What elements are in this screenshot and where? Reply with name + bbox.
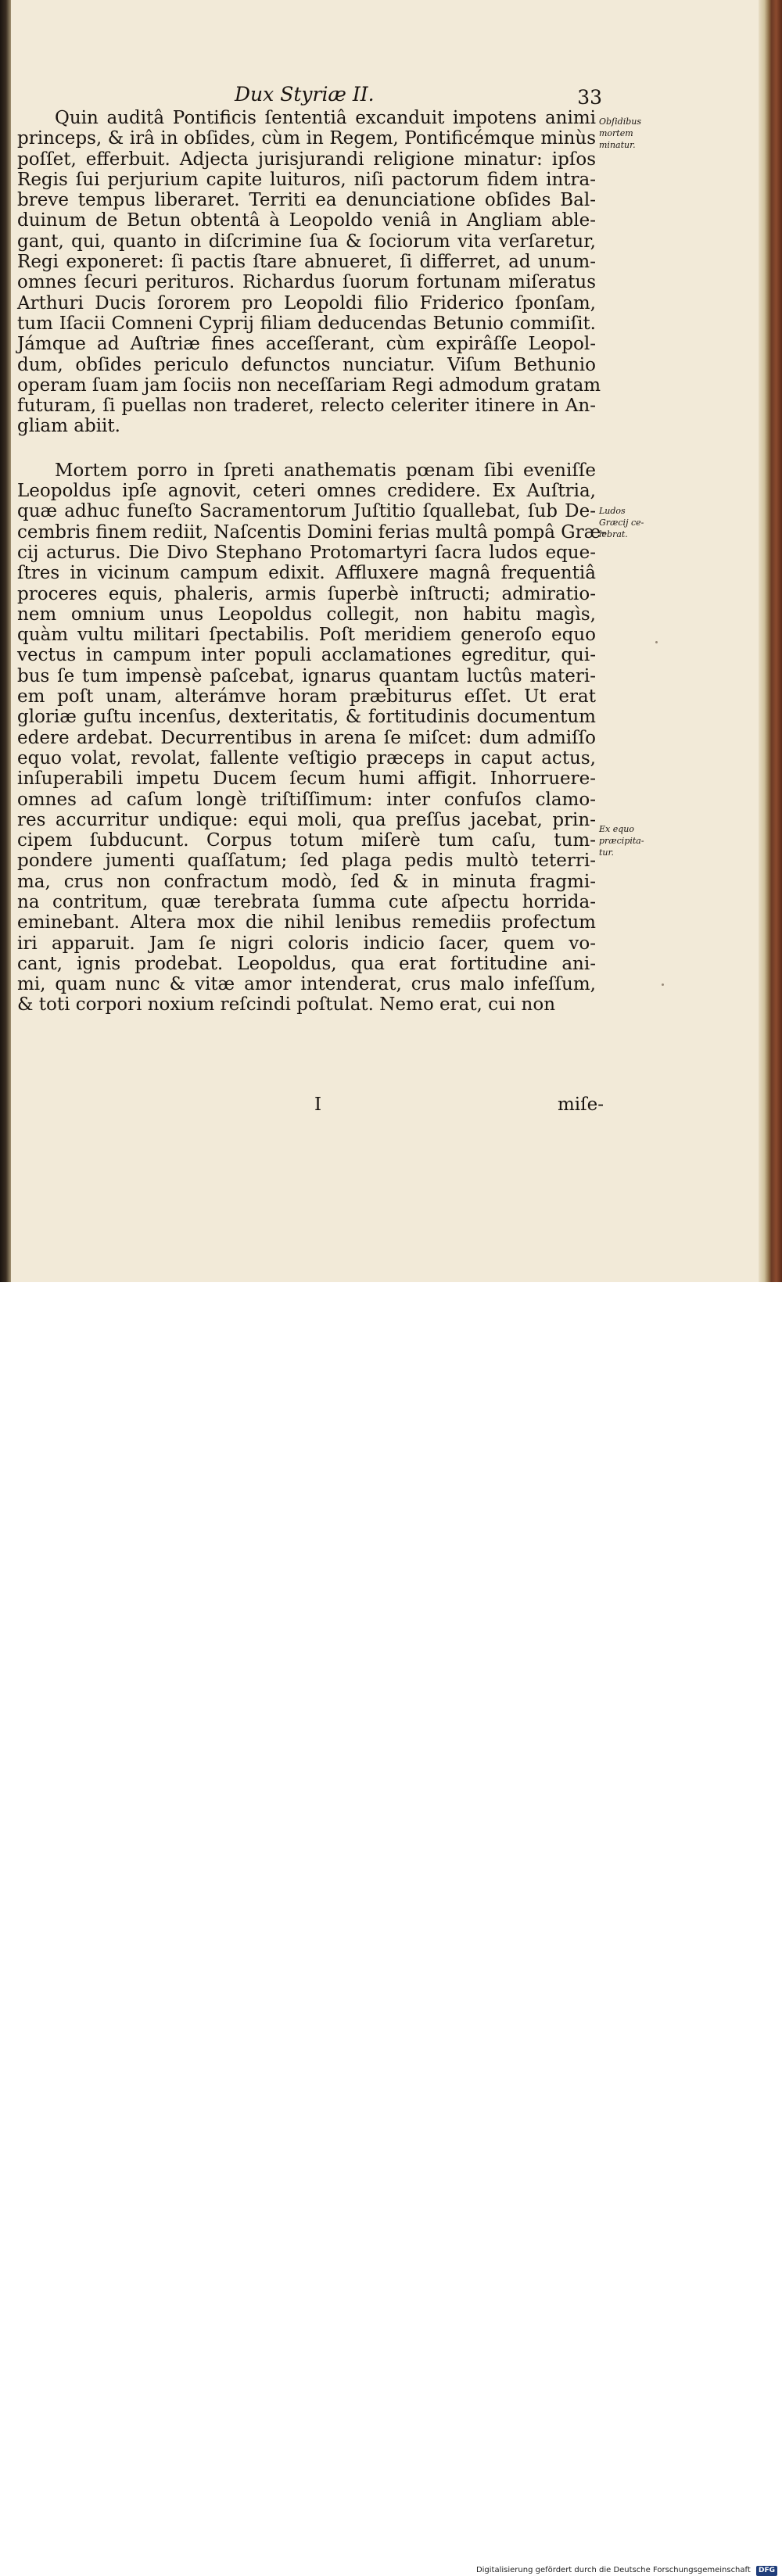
text-line: futuram, ſi puellas non traderet, relecto celeriter itinere in An- — [17, 396, 596, 417]
text-line: iri apparuit. Jam ſe nigri coloris indicio ſacer, quem vo- — [17, 933, 596, 954]
text-line: gloriæ guſtu incenſus, dexteritatis, & fortitudinis documentum — [17, 707, 596, 728]
digitization-credit — [476, 2565, 777, 2575]
text-line: & toti corpori noxium reſcindi poſtulat. Nemo erat, cui non — [17, 994, 556, 1016]
signature-mark: I — [314, 1095, 322, 1115]
text-line: Quin auditâ Pontificis ſententiâ excanduit impotens animi — [55, 108, 596, 128]
text-line: duinum de Betun obtentâ à Leopoldo veniâ in Angliam able- — [17, 210, 596, 231]
margin-note-line: Ludos — [599, 506, 626, 516]
text-line: quàm vultu militari ſpectabilis. Poſt meridiem generoſo equo — [17, 625, 596, 646]
paragraph-1 — [17, 108, 601, 437]
text-line: breve tempus liberaret. Territi ea denunciatione obſides Bal- — [17, 190, 596, 211]
text-line: quæ adhuc funeſto Sacramentorum Juſtitio ſquallebat, ſub De- — [17, 501, 596, 522]
text-line: pondere jumenti quaſſatum; ſed plaga pedis multò teterri- — [17, 851, 596, 872]
text-line: Regi exponeret: ſi pactis ſtare abnueret, ſi differret, ad unum- — [17, 252, 596, 273]
margin-note-line: Græcij ce- — [599, 518, 644, 528]
paragraph-gap — [17, 437, 596, 460]
text-line: gant, qui, quanto in diſcrimine ſua & ſociorum vita verſaretur, — [17, 231, 596, 252]
text-line: Mortem porro in ſpreti anathematis pœnam ſibi eveniſſe — [55, 460, 596, 481]
text-line: eminebant. Altera mox die nihil lenibus remediis profectum — [17, 912, 596, 933]
text-line: Jámque ad Auſtriæ fines acceſſerant, cùm expirâſſe Leopol- — [17, 334, 596, 355]
text-line: bus ſe tum impensè paſcebat, ignarus quantam luctûs materi- — [17, 665, 596, 686]
margin-note-line: lebrat. — [599, 529, 628, 539]
margin-note-ludos — [599, 505, 644, 540]
text-line: equo volat, revolat, fallente veſtigio præceps in caput actus, — [17, 747, 596, 769]
scan-footer-bar — [0, 1282, 782, 2574]
text-line: res accurritur undique: equi moli, qua preſſus jacebat, prin- — [17, 809, 596, 830]
page-number: 33 — [577, 86, 602, 109]
text-line: Arthuri Ducis ſororem pro Leopoldi filio Friderico ſponſam, — [17, 292, 596, 313]
running-title: Dux Styriæ II. — [235, 83, 375, 106]
text-line: na contritum, quæ terebrata ſumma cute aſpectu horrida- — [17, 891, 596, 912]
margin-note-line: mortem — [599, 128, 633, 138]
text-line: inſuperabili impetu Ducem ſecum humi affigit. Inhorruere- — [17, 769, 596, 790]
text-line: cembris finem rediit, Naſcentis Domini ferias multâ pompâ Græ- — [17, 521, 608, 543]
text-line: proceres equis, phaleris, armis ſuperbè inſtructi; admiratio- — [17, 583, 596, 604]
margin-notes — [599, 0, 646, 1251]
text-line: gliam abiit. — [17, 416, 120, 437]
text-line: vectus in campum inter populi acclamationes egreditur, qui- — [17, 645, 596, 666]
margin-note-line: præcipita- — [599, 836, 644, 846]
body-text — [17, 108, 608, 1016]
margin-note-obsidibus — [599, 116, 641, 151]
running-header — [235, 83, 602, 111]
book-edge-binding — [759, 0, 782, 1282]
text-line: nem omnium unus Leopoldus collegit, non habitu magìs, — [17, 604, 596, 625]
text-line: operam ſuam jam ſociis non neceſſariam Regi admodum gratam — [17, 374, 601, 396]
book-spine-shadow — [0, 0, 11, 1282]
text-line: omnes ſecuri perituros. Richardus ſuorum fortunam miſeratus — [17, 272, 596, 293]
margin-note-ex-equo — [599, 823, 644, 858]
text-line: cij acturus. Die Divo Stephano Protomartyri ſacra ludos eque- — [17, 542, 596, 563]
text-line: ma, crus non confractum modò, ſed & in minuta fragmi- — [17, 871, 596, 892]
text-line: omnes ad caſum longè triſtiſſimum: inter confuſos clamo- — [17, 789, 596, 810]
page-foot — [17, 1095, 604, 1115]
credit-text: Digitalisierung gefördert durch die Deutsche Forschungsgemeinschaft — [475, 2566, 751, 2574]
text-line: em poſt unam, alterámve horam præbiturus eſſet. Ut erat — [17, 686, 596, 708]
text-line: edere ardebat. Decurrentibus in arena ſe miſcet: dum admiſſo — [17, 727, 596, 748]
margin-note-line: Obſidibus — [599, 116, 641, 127]
text-line: Regis ſui perjurium capite luituros, niſi pactorum fidem intra- — [17, 169, 596, 190]
text-line: cant, ignis prodebat. Leopoldus, qua erat fortitudine ani- — [17, 953, 596, 974]
margin-note-line: minatur. — [599, 140, 636, 150]
paper-speck — [662, 983, 664, 986]
text-line: dum, obſides periculo defunctos nunciatur. Viſum Bethunio — [17, 354, 596, 375]
text-line: Leopoldus ipſe agnovit, ceteri omnes credidere. Ex Auſtria, — [17, 481, 596, 502]
dfg-logo: DFG — [756, 2566, 777, 2576]
text-line: tum Iſacii Comneni Cyprij filiam deducendas Betunio commiſit. — [17, 313, 596, 334]
paragraph-2 — [17, 460, 608, 1016]
margin-note-line: tur. — [599, 847, 615, 858]
text-line: poſſet, efferbuit. Adjecta jurisjurandi religione minatur: ipſos — [17, 149, 596, 170]
text-line: princeps, & irâ in obſides, cùm in Regem, Pontificémque minùs — [17, 128, 596, 149]
margin-note-line: Ex equo — [599, 824, 634, 834]
text-line: cipem ſubducunt. Corpus totum miſerè tum caſu, tum- — [17, 830, 596, 851]
text-line: ſtres in vicinum campum edixit. Affluxere magnâ frequentiâ — [17, 563, 596, 584]
text-line: mi, quam nunc & vitæ amor intenderat, crus malo infeſſum, — [17, 974, 596, 995]
paper-speck — [655, 641, 658, 643]
catchword: miſe- — [557, 1095, 604, 1115]
